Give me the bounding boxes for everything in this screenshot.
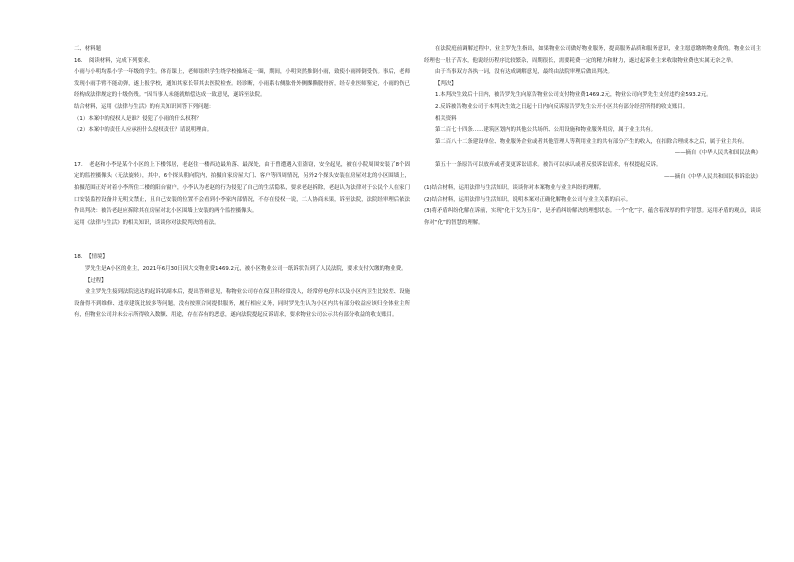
judgment-header: 【判决】 bbox=[435, 80, 457, 87]
disagreement-paragraph: 由于当事双方各执一词，没有达成调解意见，最终由法院审理后做出判决。 bbox=[435, 69, 613, 76]
section-title: 二、材料题 bbox=[74, 46, 101, 52]
task-3: (3)将矛盾纠纷化解在诉前，实现“化干戈为玉帛”，是矛盾纠纷解决的理想状态。一个“化”字，蕴含着深厚的哲学智慧。运用矛盾的观点，谈谈你对“化”的智慧的理解。 bbox=[424, 208, 761, 226]
q16-sub2: （2）本案中的责任人应承担什么侵权责任？请说明理由。 bbox=[74, 127, 213, 134]
reference-source-civil-code: ——摘自《中华人民共和国民法典》 bbox=[674, 150, 761, 157]
q18-paragraph1: 罗先生是A小区的业主，2021年6月30日因大交物业费1469.2元，被小区物业公司一纸诉状告到了人民法院，要求支付欠缴的物业费。 bbox=[85, 265, 407, 272]
q17-paragraph: 17． 老赵和小李是某个小区的上下楼邻居，老赵住一楼西边最角落、最深处，由于曾遭遇入室盗窃，安全起见，被在小院周围安装了8个固定的监控摄像头（无法旋转），其中，6个探头朝向院内，拍摄自家房屋大门、客户等四周情况，另外2个探头安装在房屋对北的小区围墙上，拍摄范围正好对着小李所住二楼的阳台窗户，小李认为老赵的行为侵犯了自己的生活隐私，要求老赵拆除，老赵认为法律对于公民个人在家门口安装监控设备并无明文禁止，且自己安装的位置不会看到小李家内部情况，不存在侵权一说，二人协商未果，诉至法院，法院经审理后依法作出判决：被告老赵应拆除其在房屋对北小区围墙上安装的两个监控摄像头。 bbox=[74, 161, 410, 215]
reference-header: 相关资料 bbox=[435, 115, 457, 122]
reference-article-274: 第二百七十四条……建筑区划内的其他公共场所、公用设施和物业服务用房，属于业主共有。 bbox=[435, 127, 657, 134]
q16-number-line: 16． 阅读材料，完成下列要求。 bbox=[74, 57, 154, 64]
spacer bbox=[74, 137, 410, 160]
task-1: (1)结合材料，运用法律与生活知识，谈谈你对本案物业与业主纠纷的理解。 bbox=[424, 185, 605, 192]
mediation-paragraph: 在法院庭前调解过程中，业主罗先生指出，如果物业公司做好物业服务，提高服务品质和服务意识，业主愿意缴纳物业费的。物业公司主经理也一肚子苦水，他说经历程序比较繁杂，周期很长，需要耗费一定的精力和财力，遂过起诉业主来收取物业费也实属无奈之举。 bbox=[424, 46, 761, 64]
judgment-item-2: 2.反诉被告物业公司于本判决生效之日起十日内向反诉原告罗先生公开小区共有部分经营所得的收支账目。 bbox=[435, 103, 689, 110]
reference-article-282: 第二百八十二条建设单位、物业服务企业或者其他管理人等利用业主的共有部分产生的收入，在扣除合理成本之后，属于业主共有。 bbox=[435, 138, 748, 145]
q16-sub1: （1）本案中的侵权人是谁？侵犯了小雨的什么权利？ bbox=[74, 115, 202, 122]
spacer bbox=[74, 229, 410, 252]
task-2: (2)结合材料，运用法律与生活知识，说明本案对正确化解物业公司与业主关系的启示。 bbox=[424, 196, 632, 203]
reference-article-51: 第五十一条原告可以放弃或者变更诉讼请求。被告可以承认或者反驳诉讼请求，有权提起反诉。 bbox=[435, 161, 662, 168]
q18-paragraph2: 业主罗先生接到法院送达的起诉状副本后，提出答辩意见，称物业公司存在保卫科经常没人，经常停电停水以及小区内卫生比较差、设施设备得不到维修、违章建筑比较多等问题，没有按照合同提供服务，履行相应义务，同时罗先生认为小区内共有部分收益应该归全体业主所有，但物业公司并未公示所得收入数额、用途，存在吞有的恶意，遂向法院提起反诉请求，要求物业公司公示共有部分收益的收支账目。 bbox=[74, 289, 410, 319]
left-column bbox=[74, 44, 410, 322]
q16-paragraph: 小雨与小明均系小学一年级的学生。体育课上，老师组织学生绕学校操场走一圈，期间，小明突然推倒小雨，致使小雨摔倒受伤。事后，老师发现小雨手臂不能动弹，遂上报学校，通知其家长带其去医院检查。经诊断，小雨系右侧肱骨外侧髁撕脱骨折，经专业医师鉴定，小雨的伤已经构成法律规定的十级伤残。“因当事人未能就赔偿达成一致意见，遂诉至法院。 bbox=[74, 69, 410, 99]
q18-process-header: 【过程】 bbox=[85, 277, 107, 284]
q16-prompt: 结合材料，运用《法律与生活》的有关知识回答下列问题： bbox=[74, 103, 215, 110]
right-column bbox=[424, 44, 761, 230]
q18-header: 18． 【情境】 bbox=[74, 254, 108, 261]
reference-source-civil-procedure: ——摘自《中华人民共和国民事诉讼法》 bbox=[663, 173, 761, 180]
q17-prompt: 运用《法律与生活》的相关知识，谈谈你对法院判决的看法。 bbox=[74, 219, 220, 226]
judgment-item-1: 1.本判决生效后十日内，被告罗先生向原告物业公司支付物业费1469.2元，物业公司向罗先生支付违约金593.2元。 bbox=[435, 92, 712, 99]
